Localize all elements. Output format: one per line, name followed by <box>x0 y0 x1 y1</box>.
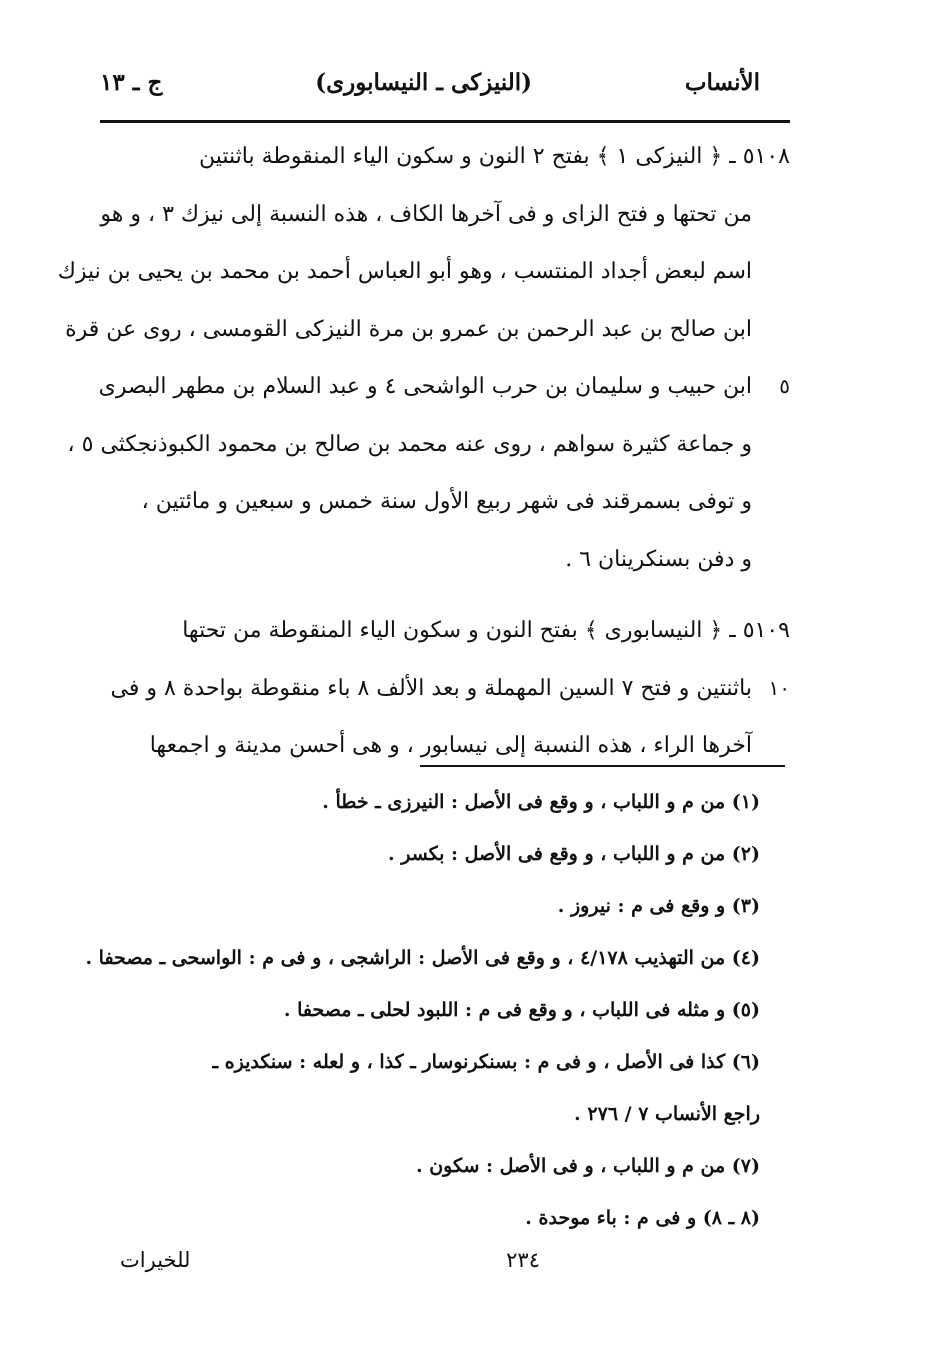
main-text <box>57 128 790 775</box>
page-header <box>100 58 760 106</box>
line-text: اسم لبعض أجداد المنتسب ، وهو أبو العباس أحمد بن محمد بن يحيى بن نيزك <box>57 259 752 284</box>
footnote: (٧) من م و اللباب ، و فى الأصل : سكون . <box>416 1155 760 1177</box>
line-text: من تحتها و فتح الزاى و فى آخرها الكاف ، هذه النسبة إلى نيزك ٣ ، و هو <box>100 201 752 227</box>
text-line <box>67 416 790 474</box>
footnote-rule <box>420 765 785 767</box>
text-line <box>65 301 790 359</box>
footnote: (٣) و وقع فى م : نيروز . <box>557 895 760 917</box>
line-text: و دفن بسنكرينان ٦ . <box>565 546 752 572</box>
text-line <box>100 128 790 186</box>
page-number: ٢٣٤ <box>506 1248 540 1272</box>
entry-gap <box>100 588 790 602</box>
line-text: ابن صالح بن عبد الرحمن بن عمرو بن مرة النيزكى القومسى ، روى عن قرة <box>65 316 752 342</box>
footnote: (٦) كذا فى الأصل ، و فى م : بسنكرنوسار ـ كذا ، و لعله : سنكديزه ـ <box>212 1051 760 1073</box>
header-section-title: (النيزكى ـ النيسابورى) <box>315 68 533 96</box>
text-line <box>57 243 790 301</box>
line-text: و توفى بسمرقند فى شهر ربيع الأول سنة خمس و سبعين و مائتين ، <box>141 489 752 514</box>
footnote: (٨ ـ ٨) و فى م : باء موحدة . <box>525 1207 760 1229</box>
text-line <box>100 660 790 718</box>
line-text: ٥١٠٩ ـ ﴿ النيسابورى ﴾ بفتح النون و سكون الياء المنقوطة من تحتها <box>182 618 790 643</box>
footnote: (٤) من التهذيب ٤/١٧٨ ، و وقع فى الأصل : الراشجى ، و فى م : الواسحى ـ مصحفا . <box>85 947 760 969</box>
footnote: (٢) من م و اللباب ، و وقع فى الأصل : بكسر . <box>387 843 760 865</box>
line-text: و جماعة كثيرة سواهم ، روى عنه محمد بن صالح بن محمود الكبوذنجكثى ٥ ، <box>67 431 752 457</box>
text-line <box>100 531 790 589</box>
text-line <box>100 602 790 660</box>
footnote-continuation: راجع الأنساب ٧ / ٢٧٦ . <box>574 1103 760 1125</box>
page-footer <box>120 1240 540 1280</box>
line-text: آخرها الراء ، هذه النسبة إلى نيسابور ، و هى أحسن مدينة و اجمعها <box>149 733 752 758</box>
text-line <box>100 186 790 244</box>
text-line <box>100 358 790 416</box>
line-text: ٥١٠٨ ـ ﴿ النيزكى ١ ﴾ بفتح ٢ النون و سكون الياء المنقوطة باثنتين <box>199 144 790 169</box>
header-rule <box>100 120 790 123</box>
line-number: ٥ <box>779 374 790 398</box>
header-volume: ج ـ ١٣ <box>100 68 163 96</box>
line-number: ١٠ <box>768 675 790 700</box>
footnotes <box>85 776 760 1244</box>
line-text: ابن حبيب و سليمان بن حرب الواشحى ٤ و عبد السلام بن مطهر البصرى <box>98 374 752 399</box>
footnote: (١) من م و اللباب ، و وقع فى الأصل : النيرزى ـ خطأ . <box>322 791 760 813</box>
footnote: (٥) و مثله فى اللباب ، و وقع فى م : اللبود لحلى ـ مصحفا . <box>283 999 760 1021</box>
publisher-mark: للخيرات <box>120 1248 191 1272</box>
line-text: باثنتين و فتح ٧ السين المهملة و بعد الألف ٨ باء منقوطة بواحدة ٨ و فى <box>110 675 752 701</box>
text-line <box>100 473 790 531</box>
header-book-title: الأنساب <box>684 68 760 96</box>
